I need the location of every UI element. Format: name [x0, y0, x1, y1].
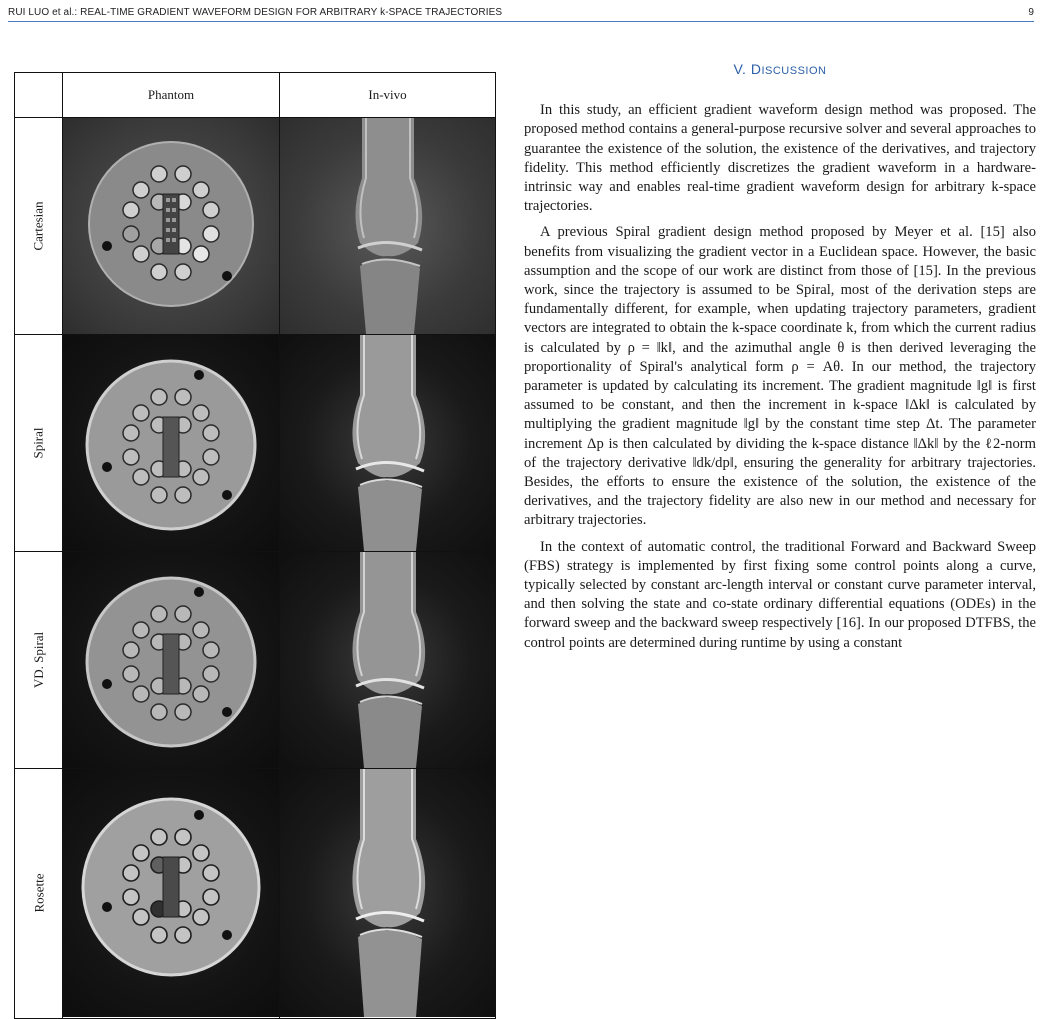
discussion-section	[524, 60, 1036, 660]
section-heading: V. DISCUSSION	[733, 61, 827, 77]
invivo-image-rosette	[280, 769, 495, 1017]
phantom-image-cartesian	[63, 118, 279, 334]
phantom-image-rosette	[63, 769, 279, 1017]
invivo-image-vd-spiral	[280, 552, 495, 768]
figure-comparison-table	[14, 72, 496, 1019]
row-label-cartesian: Cartesian	[31, 201, 46, 251]
column-header-phantom: Phantom	[147, 87, 195, 102]
invivo-image-cartesian	[280, 118, 495, 334]
row-label-spiral: Spiral	[31, 427, 46, 459]
figure-frame	[14, 72, 496, 1019]
column-header-invivo: In-vivo	[368, 87, 407, 102]
invivo-image-spiral	[280, 335, 495, 551]
paragraph: A previous Spiral gradient design method proposed by Meyer et al. [15] also benefits from visualizing the gradient vector in a Euclidean space. However, the basic assumption and the scope of our work are distinct from those of [15]. In the previous work, since the trajectory is assumed to be Spiral, most of the derivation steps are fundamentally different, for example, when updating trajectory parameters, gradient vectors are integrated to obtain the k-space coordinate k, from which the current radius is calculated by ρ = ‖k‖, and the azimuthal angle θ is then derived leveraging the proportionality of Spiral's analytical form ρ = Aθ. In our method, the trajectory parameter is updated by calculating its increment. The gradient magnitude ‖g‖ is first assumed to be constant, and then the increment in k-space ‖Δk‖ is calculated by multiplying the gradient magnitude ‖g‖ by the constant time step Δt. The parameter increment Δp is then calculated by dividing the k-space distance ‖Δk‖ by the ℓ2-norm of the trajectory derivative ‖dk/dp‖, ensuring the generality for arbitrary trajectories. Besides, the efforts to ensure the existence of the solution, the existence of the derivatives, and the trajectory fidelity are also new in our method and necessary for arbitrary trajectories.	[524, 224, 1036, 529]
paragraph: In this study, an efficient gradient waveform design method was proposed. The proposed method contains a general-purpose recursive solver and several approaches to guarantee the existence of the solution, the existence of the derivatives, and trajectory fidelity. This method efficiently discretizes the gradient waveform in a hardware-intrinsic way and enables real-time gradient waveform design for arbitrary k-space trajectories.	[524, 102, 1036, 215]
paragraph: In the context of automatic control, the traditional Forward and Backward Sweep (FBS) strategy is implemented by first fixing some control points along a curve, typically selected by constant arc-length interval or constant curve parameter interval, and then solving the state and co-state ordinary differential equations (ODEs) in the forward sweep and the backward sweep respectively [16]. In our proposed DTFBS, the control points are determined during runtime by using a constant	[524, 538, 1036, 651]
page-number: 9	[1028, 7, 1034, 18]
row-label-rosette: Rosette	[31, 873, 46, 913]
running-head	[8, 6, 1034, 22]
running-head-title: RUI LUO et al.: REAL-TIME GRADIENT WAVEFORM DESIGN FOR ARBITRARY k-SPACE TRAJECTORIES	[8, 7, 503, 18]
phantom-image-spiral	[63, 335, 279, 551]
row-label-vd-spiral: VD. Spiral	[31, 631, 46, 689]
phantom-image-vd-spiral	[63, 552, 279, 768]
header-rule	[8, 21, 1034, 22]
